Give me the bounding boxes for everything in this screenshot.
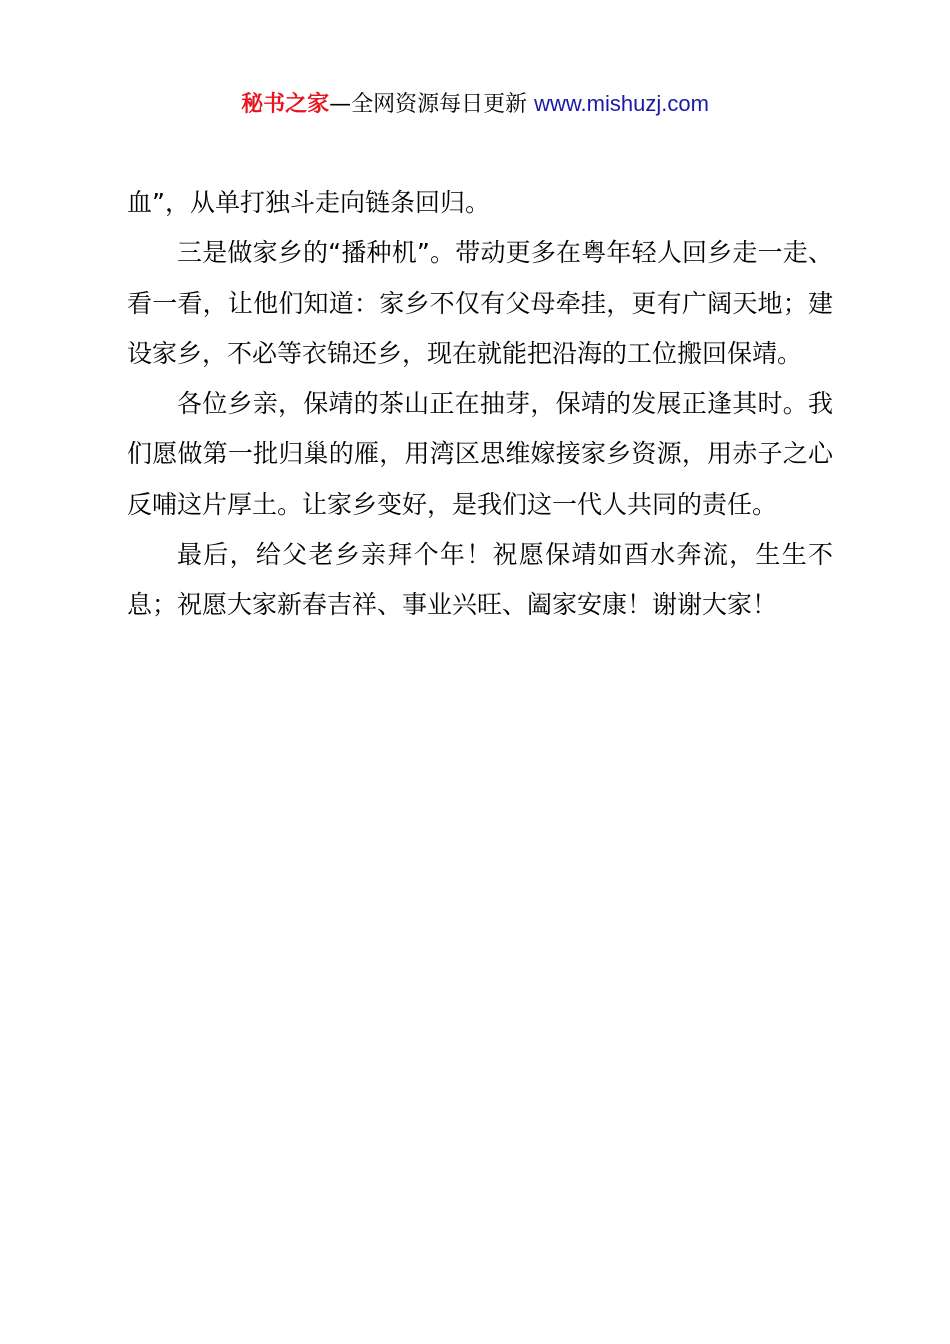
paragraph-seeding-machine: 三是做家乡的“播种机”。带动更多在粤年轻人回乡走一走、看一看，让他们知道：家乡不仅有父母牵挂，更有广阔天地；建设家乡，不必等衣锦还乡，现在就能把沿海的工位搬回保靖。 bbox=[127, 238, 833, 368]
header-tagline: —全网资源每日更新 bbox=[329, 92, 535, 117]
site-url-link[interactable]: www.mishuzj.com bbox=[534, 91, 709, 116]
paragraph-fellow-villagers: 各位乡亲，保靖的茶山正在抽芽，保靖的发展正逢其时。我们愿做第一批归巢的雁，用湾区思维嫁接家乡资源，用赤子之心反哺这片厚土。让家乡变好，是我们这一代人共同的责任。 bbox=[127, 389, 833, 519]
paragraph-closing-wishes: 最后，给父老乡亲拜个年！祝愿保靖如酉水奔流，生生不息；祝愿大家新春吉祥、事业兴旺、阖家安康！谢谢大家！ bbox=[127, 540, 833, 620]
document-body bbox=[127, 178, 833, 631]
paragraph-continuation: 血”，从单打独斗走向链条回归。 bbox=[127, 188, 490, 217]
brand-name: 秘书之家 bbox=[241, 92, 330, 117]
page-header bbox=[0, 86, 950, 123]
